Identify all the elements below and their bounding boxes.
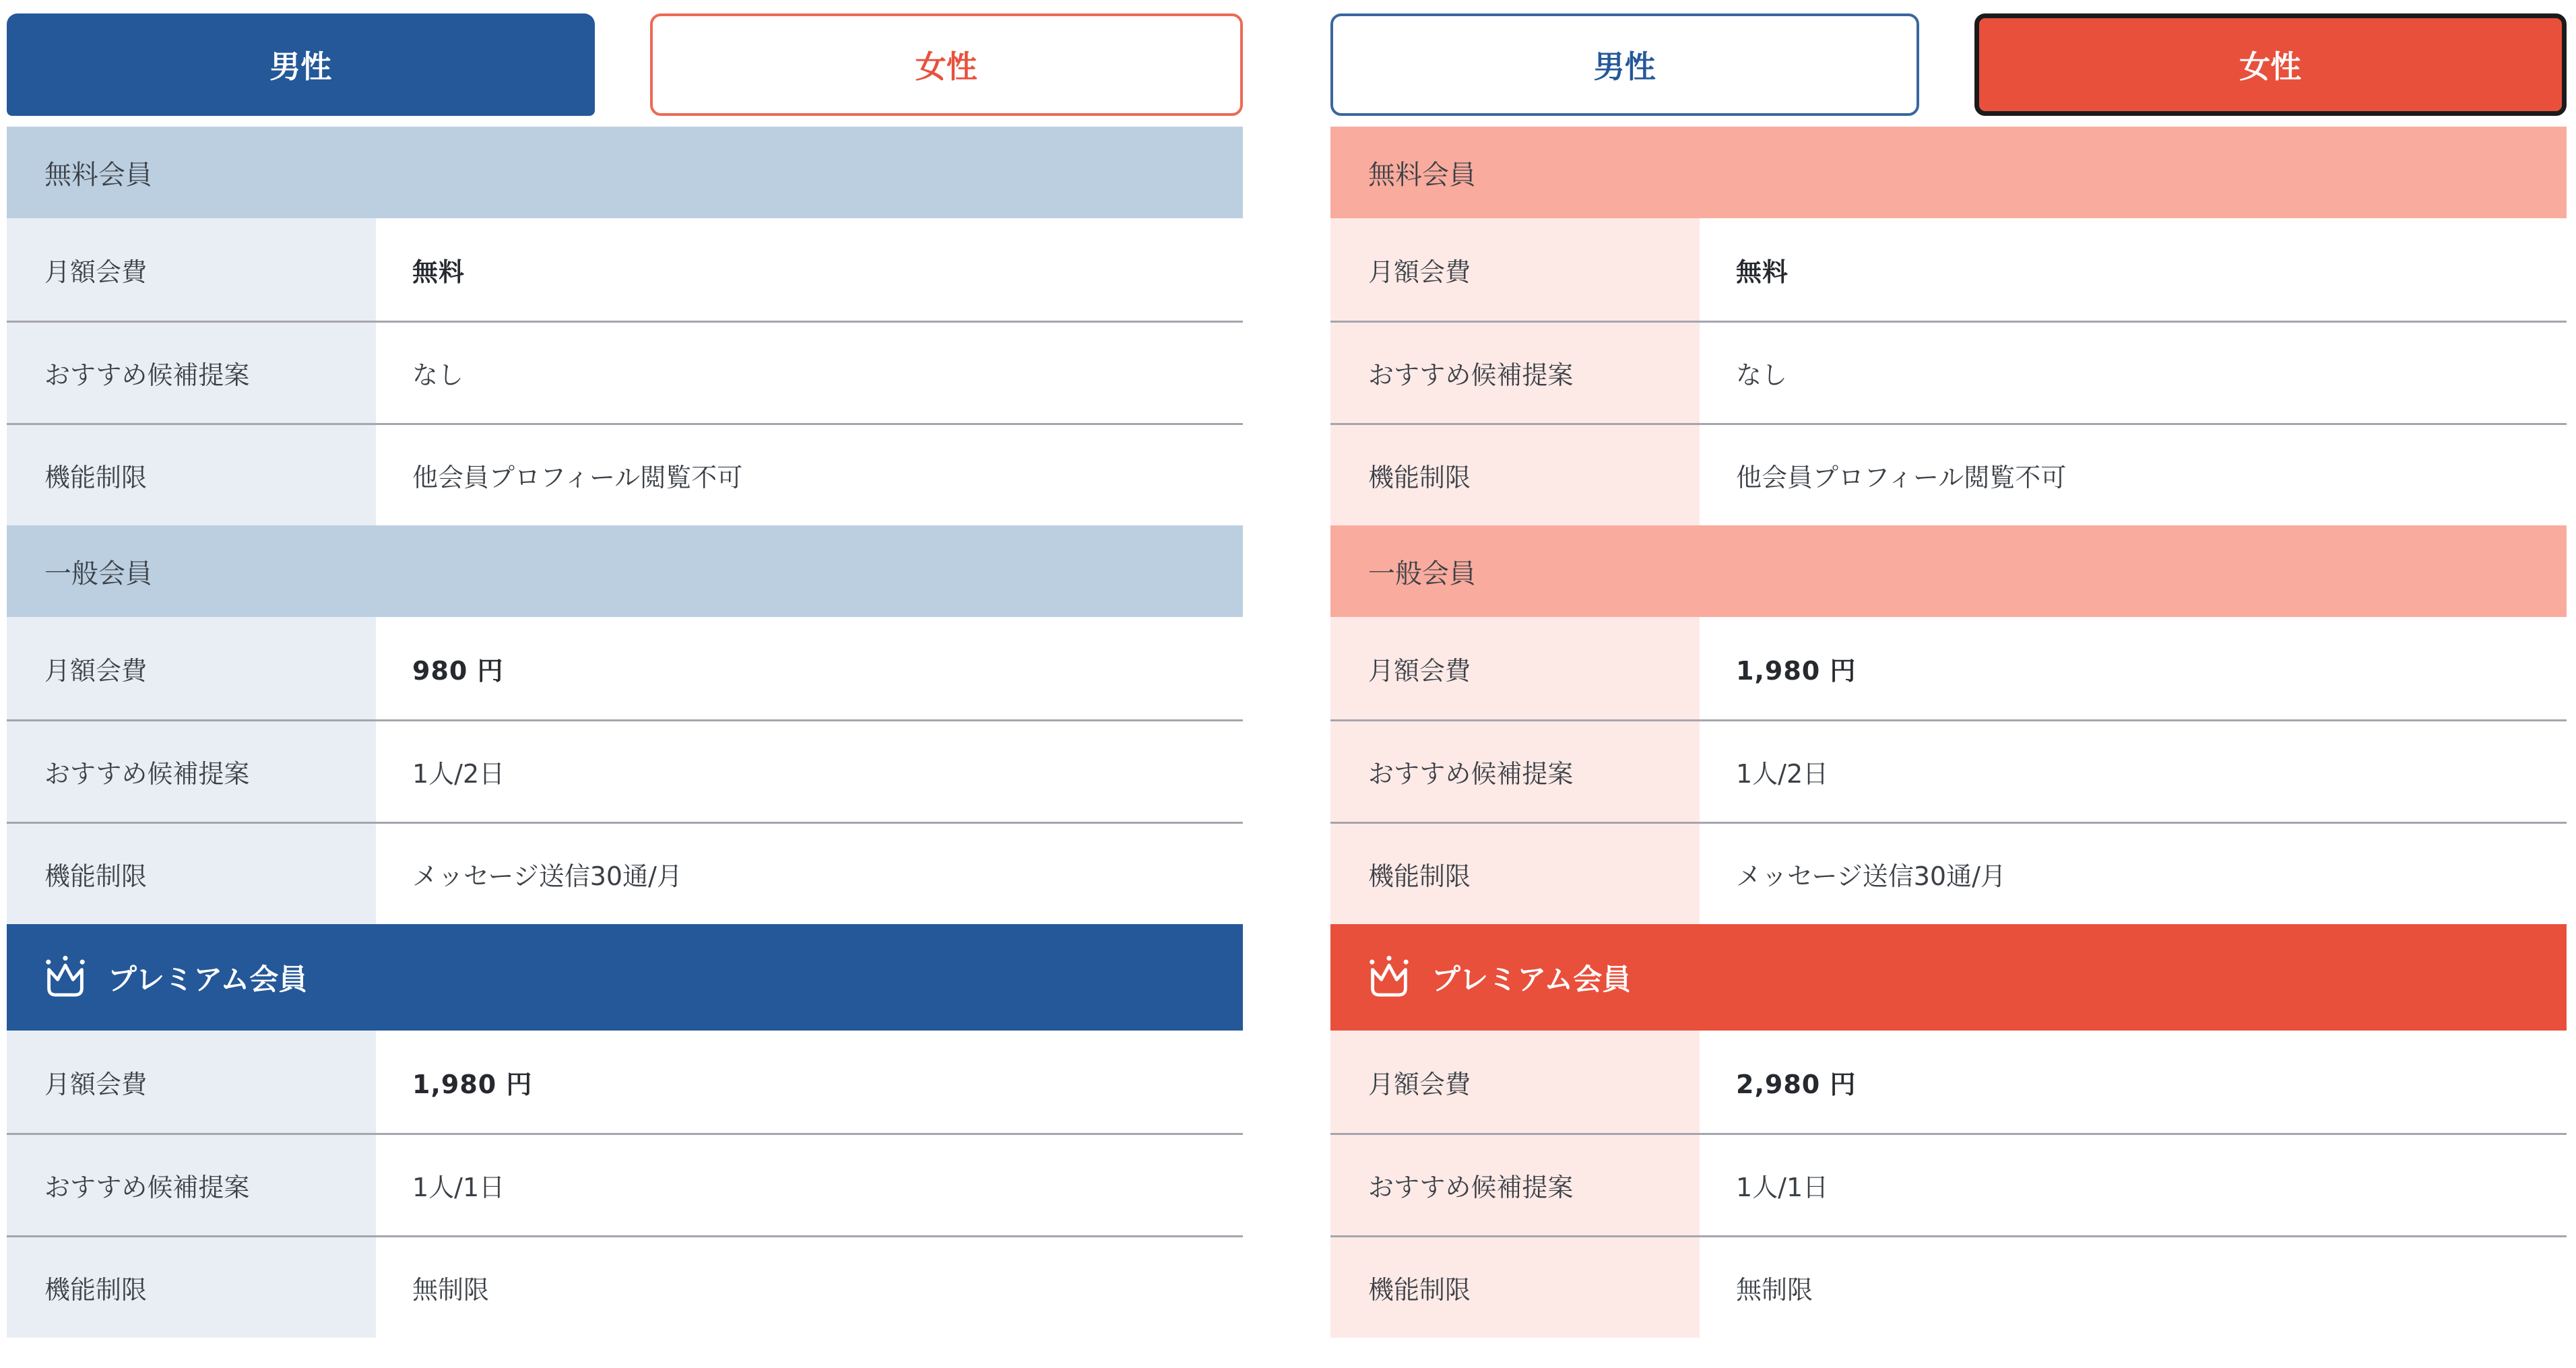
row-label: 機能制限	[7, 824, 376, 924]
row-value: 2,980 円	[1700, 1031, 2567, 1133]
table-row	[7, 1133, 1243, 1235]
row-label: 月額会費	[7, 617, 376, 719]
section-header-free: 無料会員	[1330, 127, 2567, 218]
row-label: 月額会費	[1330, 218, 1700, 321]
row-label: 月額会費	[1330, 617, 1700, 719]
table-row	[1330, 423, 2567, 525]
table-row	[7, 1031, 1243, 1133]
row-label: おすすめ候補提案	[7, 323, 376, 423]
gender-tabs-male-table	[7, 13, 1243, 116]
table-row	[1330, 1031, 2567, 1133]
row-value: 無料	[376, 218, 1243, 321]
row-value: 1人/2日	[1700, 721, 2567, 822]
tab-female-active[interactable]: 女性	[1974, 13, 2567, 116]
row-label: 機能制限	[1330, 425, 1700, 525]
row-label: 機能制限	[7, 425, 376, 525]
row-label: おすすめ候補提案	[7, 1135, 376, 1235]
table-row	[1330, 1133, 2567, 1235]
row-label: 月額会費	[7, 1031, 376, 1133]
row-value: メッセージ送信30通/月	[1700, 824, 2567, 924]
table-row	[7, 1235, 1243, 1338]
tab-male-active[interactable]: 男性	[7, 13, 595, 116]
row-value: 他会員プロフィール閲覧不可	[376, 425, 1243, 525]
row-value: 他会員プロフィール閲覧不可	[1700, 425, 2567, 525]
gender-tabs-female-table	[1330, 13, 2567, 116]
table-row	[1330, 617, 2567, 719]
table-row	[7, 321, 1243, 423]
row-label: 機能制限	[7, 1237, 376, 1338]
table-row	[1330, 1235, 2567, 1338]
row-label: おすすめ候補提案	[1330, 1135, 1700, 1235]
row-value: 1人/1日	[376, 1135, 1243, 1235]
row-label: 月額会費	[7, 218, 376, 321]
row-label: 機能制限	[1330, 1237, 1700, 1338]
section-header-general: 一般会員	[1330, 525, 2567, 617]
table-row	[1330, 822, 2567, 924]
table-row	[7, 719, 1243, 822]
tab-female-inactive[interactable]: 女性	[650, 13, 1244, 116]
section-header-premium	[7, 924, 1243, 1031]
section-header-free: 無料会員	[7, 127, 1243, 218]
crown-icon	[1363, 951, 1415, 1004]
row-label: おすすめ候補提案	[7, 721, 376, 822]
section-header-premium	[1330, 924, 2567, 1031]
male-plan-table	[7, 13, 1243, 1338]
table-row	[1330, 321, 2567, 423]
row-value: 無料	[1700, 218, 2567, 321]
row-value: 1人/2日	[376, 721, 1243, 822]
row-value: なし	[1700, 323, 2567, 423]
row-label: おすすめ候補提案	[1330, 721, 1700, 822]
row-value: 無制限	[376, 1237, 1243, 1338]
table-row	[1330, 218, 2567, 321]
row-value: 1人/1日	[1700, 1135, 2567, 1235]
crown-icon	[39, 951, 92, 1004]
row-value: なし	[376, 323, 1243, 423]
female-plan-table	[1330, 13, 2567, 1338]
table-row	[7, 617, 1243, 719]
table-row	[7, 218, 1243, 321]
row-value: 980 円	[376, 617, 1243, 719]
table-row	[7, 822, 1243, 924]
premium-title: プレミアム会員	[1431, 963, 1632, 997]
row-label: おすすめ候補提案	[1330, 323, 1700, 423]
row-value: 1,980 円	[1700, 617, 2567, 719]
table-row	[1330, 719, 2567, 822]
row-value: メッセージ送信30通/月	[376, 824, 1243, 924]
tab-male-inactive[interactable]: 男性	[1330, 13, 1919, 116]
row-label: 月額会費	[1330, 1031, 1700, 1133]
row-value: 無制限	[1700, 1237, 2567, 1338]
table-row	[7, 423, 1243, 525]
row-label: 機能制限	[1330, 824, 1700, 924]
section-header-general: 一般会員	[7, 525, 1243, 617]
row-value: 1,980 円	[376, 1031, 1243, 1133]
premium-title: プレミアム会員	[108, 963, 308, 997]
